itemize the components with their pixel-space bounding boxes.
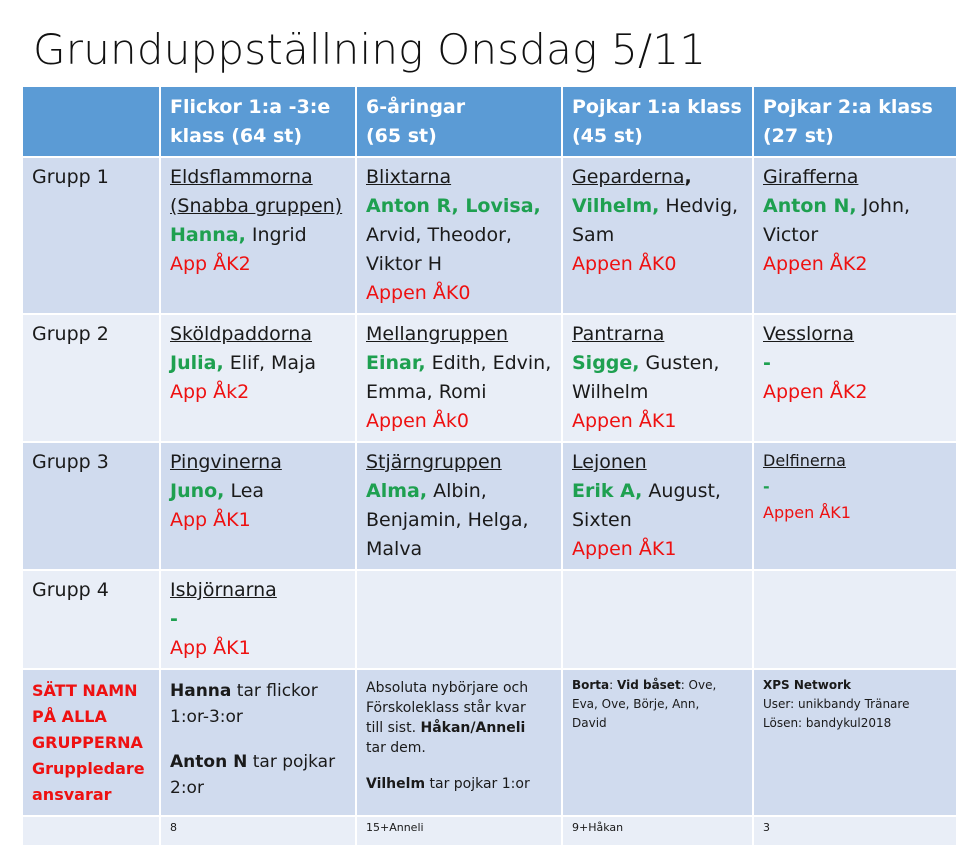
team-name: Sköldpaddorna bbox=[170, 323, 312, 345]
count-cell: 9+Håkan bbox=[562, 816, 753, 846]
members: Arvid, Theodor, bbox=[366, 224, 512, 246]
members: Victor bbox=[763, 224, 819, 246]
header-row bbox=[23, 87, 957, 157]
header-6-aringar: 6-åringar (65 st) bbox=[356, 87, 562, 157]
count-cell: 8 bbox=[160, 816, 356, 846]
members: Edith, Edvin, bbox=[425, 352, 552, 374]
team-name: Girafferna bbox=[763, 166, 859, 188]
team-name: Mellangruppen bbox=[366, 323, 509, 345]
group-cell: Geparderna, Vilhelm, Hedvig, Sam Appen ÅK0 bbox=[562, 157, 753, 314]
group-leader: Vilhelm, bbox=[572, 195, 660, 217]
app-level: Appen ÅK1 bbox=[572, 538, 677, 560]
group-leader: Hanna, bbox=[170, 224, 246, 246]
group-leader: Alma, bbox=[366, 480, 428, 502]
app-level: App ÅK2 bbox=[170, 253, 251, 275]
group-cell bbox=[356, 314, 562, 442]
app-level: Appen ÅK0 bbox=[366, 282, 471, 304]
group-row-4 bbox=[23, 570, 957, 669]
team-name: Pingvinerna bbox=[170, 451, 282, 473]
group-leader: Erik A, bbox=[572, 480, 643, 502]
app-level: App ÅK1 bbox=[170, 637, 251, 659]
group-label: Grupp 4 bbox=[23, 570, 160, 669]
group-leader: - bbox=[170, 608, 178, 630]
count-cell: 3 bbox=[753, 816, 957, 846]
app-level: App ÅK1 bbox=[170, 509, 251, 531]
team-name: Stjärngruppen bbox=[366, 451, 502, 473]
members: Sixten bbox=[572, 509, 632, 531]
group-row-2 bbox=[23, 314, 957, 442]
group-cell bbox=[160, 442, 356, 570]
group-label: Grupp 1 bbox=[23, 157, 160, 314]
team-name-sub: (Snabba gruppen) bbox=[170, 195, 343, 217]
members: Albin, bbox=[427, 480, 487, 502]
members: Hedvig, bbox=[659, 195, 739, 217]
members: Ingrid bbox=[245, 224, 307, 246]
group-leader: Julia, bbox=[170, 352, 224, 374]
team-name: Pantrarna bbox=[572, 323, 665, 345]
notes-row bbox=[23, 669, 957, 816]
group-cell bbox=[356, 157, 562, 314]
group-cell bbox=[160, 157, 356, 314]
team-name: Eldsflammorna bbox=[170, 166, 313, 188]
count-cell: 15+Anneli bbox=[356, 816, 562, 846]
count-row bbox=[23, 816, 957, 846]
group-leader: - bbox=[763, 352, 771, 374]
notes-flickor: Hanna tar flickor 1:or-3:or Anton N tar pojkar 2:or bbox=[160, 669, 356, 816]
team-name: Blixtarna bbox=[366, 166, 452, 188]
members: Wilhelm bbox=[572, 381, 649, 403]
team-name: Geparderna bbox=[572, 166, 685, 188]
group-cell bbox=[356, 442, 562, 570]
members: Emma, Romi bbox=[366, 381, 487, 403]
notes-pojkar-1: Borta: Vid båset: Ove, Eva, Ove, Börje, Ann, David bbox=[562, 669, 753, 816]
app-level: Appen Åk0 bbox=[366, 410, 469, 432]
team-name: Isbjörnarna bbox=[170, 579, 277, 601]
members: Elif, Maja bbox=[223, 352, 316, 374]
team-name: Vesslorna bbox=[763, 323, 855, 345]
empty-cell bbox=[562, 570, 753, 669]
group-leader: Anton R, Lovisa, bbox=[366, 195, 541, 217]
empty-cell bbox=[753, 570, 957, 669]
app-level: Appen ÅK1 bbox=[572, 410, 677, 432]
members: August, bbox=[642, 480, 721, 502]
team-name: Lejonen bbox=[572, 451, 647, 473]
members: Sam bbox=[572, 224, 615, 246]
group-cell bbox=[753, 314, 957, 442]
group-leader: - bbox=[763, 477, 770, 496]
app-level: App Åk2 bbox=[170, 381, 250, 403]
members: Gusten, bbox=[639, 352, 720, 374]
header-flickor: Flickor 1:a -3:e klass (64 st) bbox=[160, 87, 356, 157]
app-level: Appen ÅK2 bbox=[763, 253, 868, 275]
members: Viktor H bbox=[366, 253, 443, 275]
group-leader: Juno, bbox=[170, 480, 225, 502]
app-level: Appen ÅK1 bbox=[763, 503, 851, 522]
group-leader: Einar, bbox=[366, 352, 426, 374]
group-cell bbox=[753, 157, 957, 314]
group-label: Grupp 2 bbox=[23, 314, 160, 442]
group-cell bbox=[562, 314, 753, 442]
group-row-3 bbox=[23, 442, 957, 570]
header-corner bbox=[23, 87, 160, 157]
group-cell bbox=[562, 442, 753, 570]
team-name: Delfinerna bbox=[763, 451, 846, 470]
members: Lea bbox=[224, 480, 265, 502]
empty-cell bbox=[356, 570, 562, 669]
notes-label: SÄTT NAMN PÅ ALLA GRUPPERNA Gruppledare ansvarar bbox=[23, 669, 160, 816]
group-label: Grupp 3 bbox=[23, 442, 160, 570]
notes-pojkar-2: XPS Network User: unikbandy Tränare Lösen: bandykul2018 bbox=[753, 669, 957, 816]
header-pojkar-2: Pojkar 2:a klass (27 st) bbox=[753, 87, 957, 157]
count-cell bbox=[23, 816, 160, 846]
group-leader: Anton N, bbox=[763, 195, 857, 217]
group-row-1 bbox=[23, 157, 957, 314]
members: Benjamin, Helga, bbox=[366, 509, 529, 531]
group-cell bbox=[753, 442, 957, 570]
group-cell bbox=[160, 570, 356, 669]
app-level: Appen ÅK0 bbox=[572, 253, 677, 275]
lineup-table bbox=[23, 87, 958, 847]
group-cell bbox=[160, 314, 356, 442]
slide-title: Grunduppställning Onsdag 5/11 bbox=[33, 25, 707, 74]
notes-6-aringar: Absoluta nybörjare och Förskoleklass står kvar till sist. Håkan/Anneli tar dem. Vilhelm tar pojkar 1:or bbox=[356, 669, 562, 816]
group-leader: Sigge, bbox=[572, 352, 640, 374]
members: John, bbox=[856, 195, 911, 217]
app-level: Appen ÅK2 bbox=[763, 381, 868, 403]
header-pojkar-1: Pojkar 1:a klass (45 st) bbox=[562, 87, 753, 157]
members: Malva bbox=[366, 538, 423, 560]
